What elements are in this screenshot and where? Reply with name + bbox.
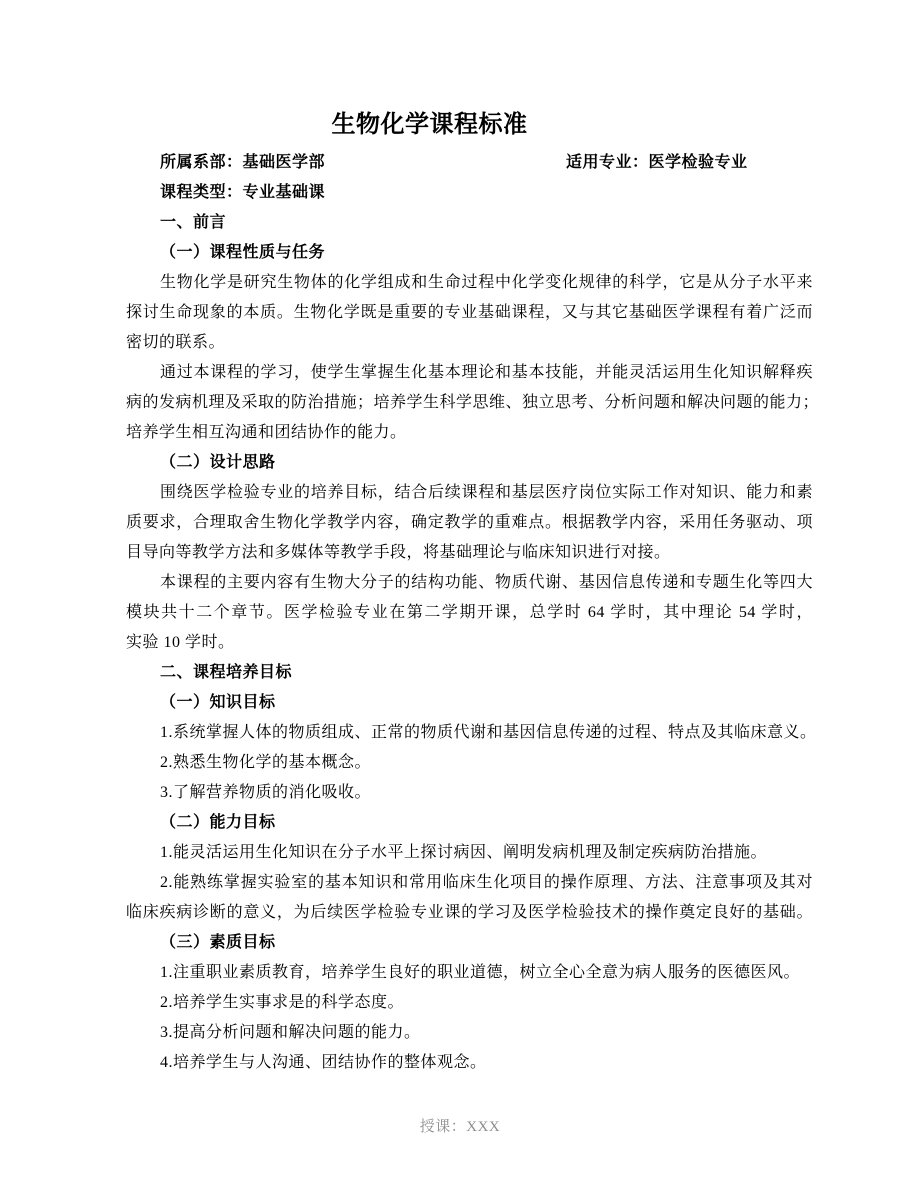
- doc-body: [126, 148, 820, 1078]
- doc-line: 培养学生相互沟通和团结协作的能力。: [126, 424, 407, 441]
- text-column: [126, 0, 820, 1078]
- meta-row: [126, 148, 813, 178]
- doc-line: 模块共十二个章节。医学检验专业在第二学期开课，总学时 64 学时，其中理论 54 学时，: [126, 604, 813, 621]
- meta-course-type: 课程类型：专业基础课: [160, 184, 326, 201]
- list-item: 2.熟悉生物化学的基本概念。: [160, 754, 372, 771]
- section-heading: 二、课程培养目标: [160, 664, 293, 681]
- list-item: 1.系统掌握人体的物质组成、正常的物质代谢和基因信息传递的过程、特点及其临床意义。: [160, 724, 817, 741]
- doc-line: 病的发病机理及采取的防治措施；培养学生科学思维、独立思考、分析问题和解决问题的能力；: [126, 394, 820, 411]
- doc-line: 质要求，合理取舍生物化学教学内容，确定教学的重难点。根据教学内容，采用任务驱动、项: [126, 514, 813, 531]
- list-item: 3.了解营养物质的消化吸收。: [160, 784, 372, 801]
- section-heading: （二）设计思路: [160, 454, 276, 471]
- section-heading: 一、前言: [160, 214, 227, 231]
- doc-line: 密切的联系。: [126, 334, 226, 351]
- meta-department: 所属系部：基础医学部: [160, 154, 326, 171]
- doc-line: 本课程的主要内容有生物大分子的结构功能、物质代谢、基因信息传递和专题生化等四大: [160, 574, 813, 591]
- doc-line: 临床疾病诊断的意义，为后续医学检验专业课的学习及医学检验技术的操作奠定良好的基础。: [126, 904, 813, 921]
- section-heading: （一）课程性质与任务: [160, 244, 326, 261]
- doc-line: 通过本课程的学习，使学生掌握生化基本理论和基本技能，并能灵活运用生化知识解释疾: [160, 364, 813, 381]
- section-heading: （二）能力目标: [160, 814, 276, 831]
- list-item: 1.能灵活运用生化知识在分子水平上探讨病因、阐明发病机理及制定疾病防治措施。: [160, 844, 768, 861]
- list-item: 2.培养学生实事求是的科学态度。: [160, 994, 405, 1011]
- doc-line: 围绕医学检验专业的培养目标，结合后续课程和基层医疗岗位实际工作对知识、能力和素: [160, 484, 813, 501]
- doc-line: 生物化学是研究生物体的化学组成和生命过程中化学变化规律的科学，它是从分子水平来: [160, 274, 813, 291]
- list-item: 3.提高分析问题和解决问题的能力。: [160, 1024, 421, 1041]
- list-item: 4.培养学生与人沟通、团结协作的整体观念。: [160, 1054, 487, 1071]
- list-item: 2.能熟练掌握实验室的基本知识和常用临床生化项目的操作原理、方法、注意事项及其对: [160, 874, 813, 891]
- section-heading: （三）素质目标: [160, 934, 276, 951]
- doc-line: 实验 10 学时。: [126, 634, 235, 651]
- list-item: 1.注重职业素质教育，培养学生良好的职业道德，树立全心全意为病人服务的医德医风。: [160, 964, 801, 981]
- footer-note: 授课：XXX: [419, 1119, 501, 1135]
- doc-line: 探讨生命现象的本质。生物化学既是重要的专业基础课程，又与其它基础医学课程有着广泛而: [126, 304, 813, 321]
- doc-line: 目导向等教学方法和多媒体等教学手段，将基础理论与临床知识进行对接。: [126, 544, 671, 561]
- doc-title: 生物化学课程标准: [331, 112, 528, 138]
- meta-major: 适用专业：医学检验专业: [566, 154, 748, 171]
- section-heading: （一）知识目标: [160, 694, 276, 711]
